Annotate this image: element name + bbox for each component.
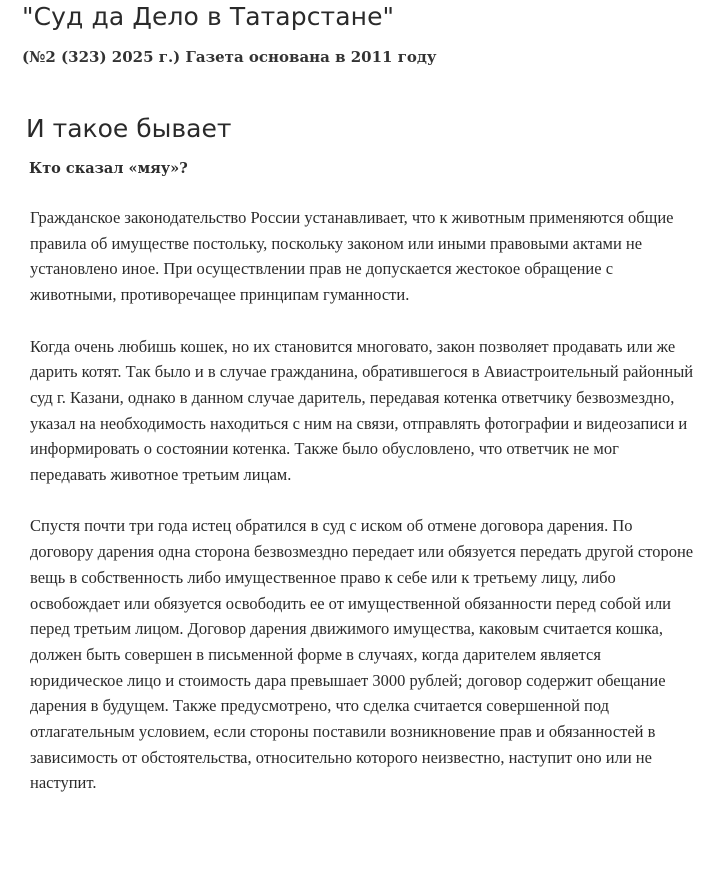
article-heading: И такое бывает [26, 114, 232, 143]
issue-info: (№2 (323) 2025 г.) Газета основана в 2011 году [22, 48, 437, 66]
article-body [30, 205, 695, 822]
article-paragraph: Спустя почти три года истец обратился в суд с иском об отмене договора дарения. По договору дарения одна сторона безвозмездно передает или обязуется передать другой стороне вещь в собственность либо имущественное право к себе или к третьему лицу, либо освобождает или обязуется освободить ее от имущественной обязанности перед собой или перед третьим лицом. Договор дарения движимого имущества, каковым считается кошка, должен быть совершен в письменной форме в случаях, когда дарителем является юридическое лицо и стоимость дара превышает 3000 рублей; договор содержит обещание дарения в будущем. Также предусмотрено, что сделка считается совершенной под отлагательным условием, если стороны поставили возникновение прав и обязанностей в зависимость от обстоятельства, относительно которого неизвестно, наступит оно или не наступит. [30, 516, 694, 793]
article-subheading: Кто сказал «мяу»? [29, 160, 188, 177]
newspaper-title: "Суд да Дело в Татарстане" [22, 2, 395, 31]
article-paragraph: Когда очень любишь кошек, но их становится многовато, закон позволяет продавать или же дарить котят. Так было и в случае гражданина, обратившегося в Авиастроительный районный суд г. Казани, однако в данном случае даритель, передавая котенка ответчику безвозмездно, указал на необходимость находиться с ним на связи, отправлять фотографии и видеозаписи и информировать о состоянии котенка. Также было обусловлено, что ответчик не мог передавать животное третьим лицам. [30, 336, 694, 485]
article-paragraph: Гражданское законодательство России устанавливает, что к животным применяются общие правила об имуществе постольку, поскольку законом или иными правовыми актами не установлено иное. При осуществлении прав не допускается жестокое обращение с животными, противоречащее принципам гуманности. [30, 208, 674, 305]
